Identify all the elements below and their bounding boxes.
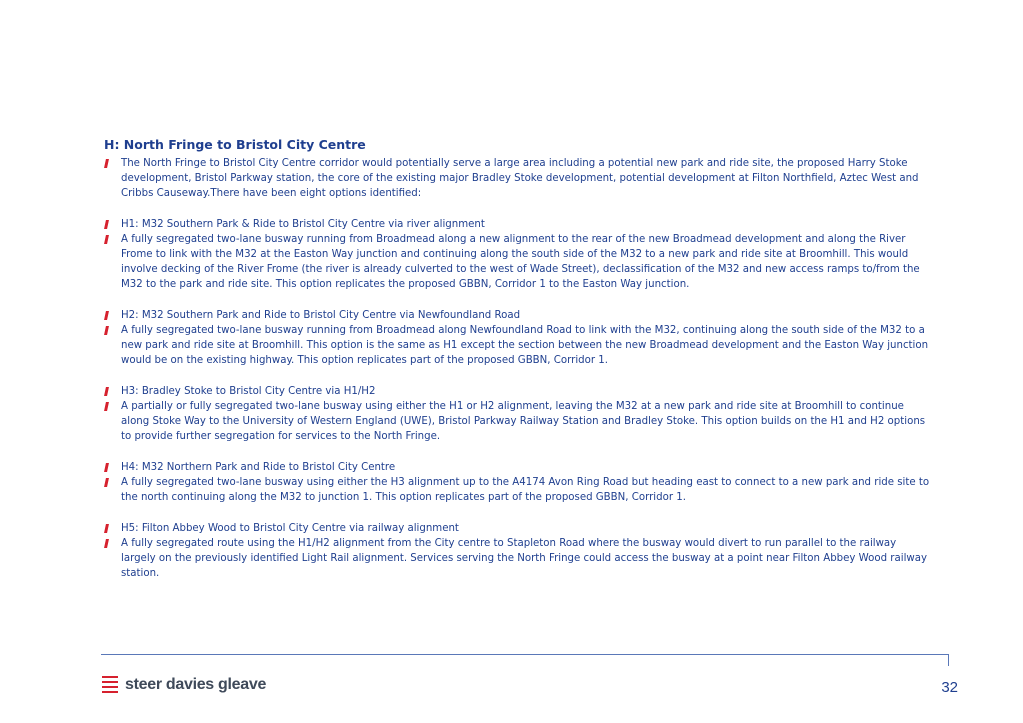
bullet-icon [104,539,109,548]
bullet-icon [104,159,109,168]
option-description: A partially or fully segregated two-lane busway using either the H1 or H2 alignment, leaving the M32 at a new park and ride site at Broomhill to continue along Stoke Way to the University of Western England (UWE), Bristol Parkway Railway Station and Bradley Stoke. This option builds on the H1 and H2 options to provide further segregation for services to the North Fringe. [104,399,934,444]
company-logo [102,674,266,696]
bullet-icon [104,463,109,472]
logo-text: steer davies gleave [125,676,267,693]
bullet-icon [104,524,109,533]
option-heading: H3: Bradley Stoke to Bristol City Centre via H1/H2 [104,384,934,399]
page-number: 32 [941,679,958,696]
bullet-icon [104,478,109,487]
bullet-icon [104,402,109,411]
bullet-icon [104,311,109,320]
option-description: A fully segregated route using the H1/H2 alignment from the City centre to Stapleton Road where the busway would divert to run parallel to the railway largely on the previously identified Light Rail alignment. Services serving the North Fringe could access the busway at a point near Filton Abbey Wood railway station. [104,536,934,581]
option-description: A fully segregated two-lane busway running from Broadmead along Newfoundland Road to link with the M32, continuing along the south side of the M32 to a new park and ride site at Broomhill. This option is the same as H1 except the section between the new Broadmead development and the Easton Way junction would be on the existing highway. This option replicates part of the proposed GBBN, Corridor 1. [104,323,934,368]
bullet-icon [104,387,109,396]
option-heading: H4: M32 Northern Park and Ride to Bristol City Centre [104,460,934,475]
content [104,137,934,581]
option-heading: H1: M32 Southern Park & Ride to Bristol City Centre via river alignment [104,217,934,232]
intro-paragraph: The North Fringe to Bristol City Centre corridor would potentially serve a large area including a potential new park and ride site, the proposed Harry Stoke development, Bristol Parkway station, the core of the existing major Bradley Stoke development, potential development at Filton Northfield, Aztec West and Cribbs Causeway.There have been eight options identified: [104,156,934,201]
section-title: H: North Fringe to Bristol City Centre [104,137,366,152]
option-heading: H5: Filton Abbey Wood to Bristol City Centre via railway alignment [104,521,934,536]
option-description: A fully segregated two-lane busway using either the H3 alignment up to the A4174 Avon Ring Road but heading east to connect to a new park and ride site to the north continuing along the M32 to junction 1. This option replicates part of the proposed GBBN, Corridor 1. [104,475,934,505]
bullet-icon [104,235,109,244]
bullet-icon [104,220,109,229]
option-description: A fully segregated two-lane busway running from Broadmead along a new alignment to the rear of the new Broadmead development and along the River Frome to link with the M32 at the Easton Way junction and continuing along the south side of the M32 to a new park and ride site at Broomhill. This would involve decking of the River Frome (the river is already culverted to the west of Wade Street), declassification of the M32 and new access ramps to/from the M32 to the park and ride site. This option replicates the proposed GBBN, Corridor 1 to the Easton Way junction. [104,232,934,292]
bullet-icon [104,326,109,335]
footer-divider-tick [948,654,949,666]
option-heading: H2: M32 Southern Park and Ride to Bristol City Centre via Newfoundland Road [104,308,934,323]
logo-icon [102,676,118,694]
footer-divider [101,654,949,655]
